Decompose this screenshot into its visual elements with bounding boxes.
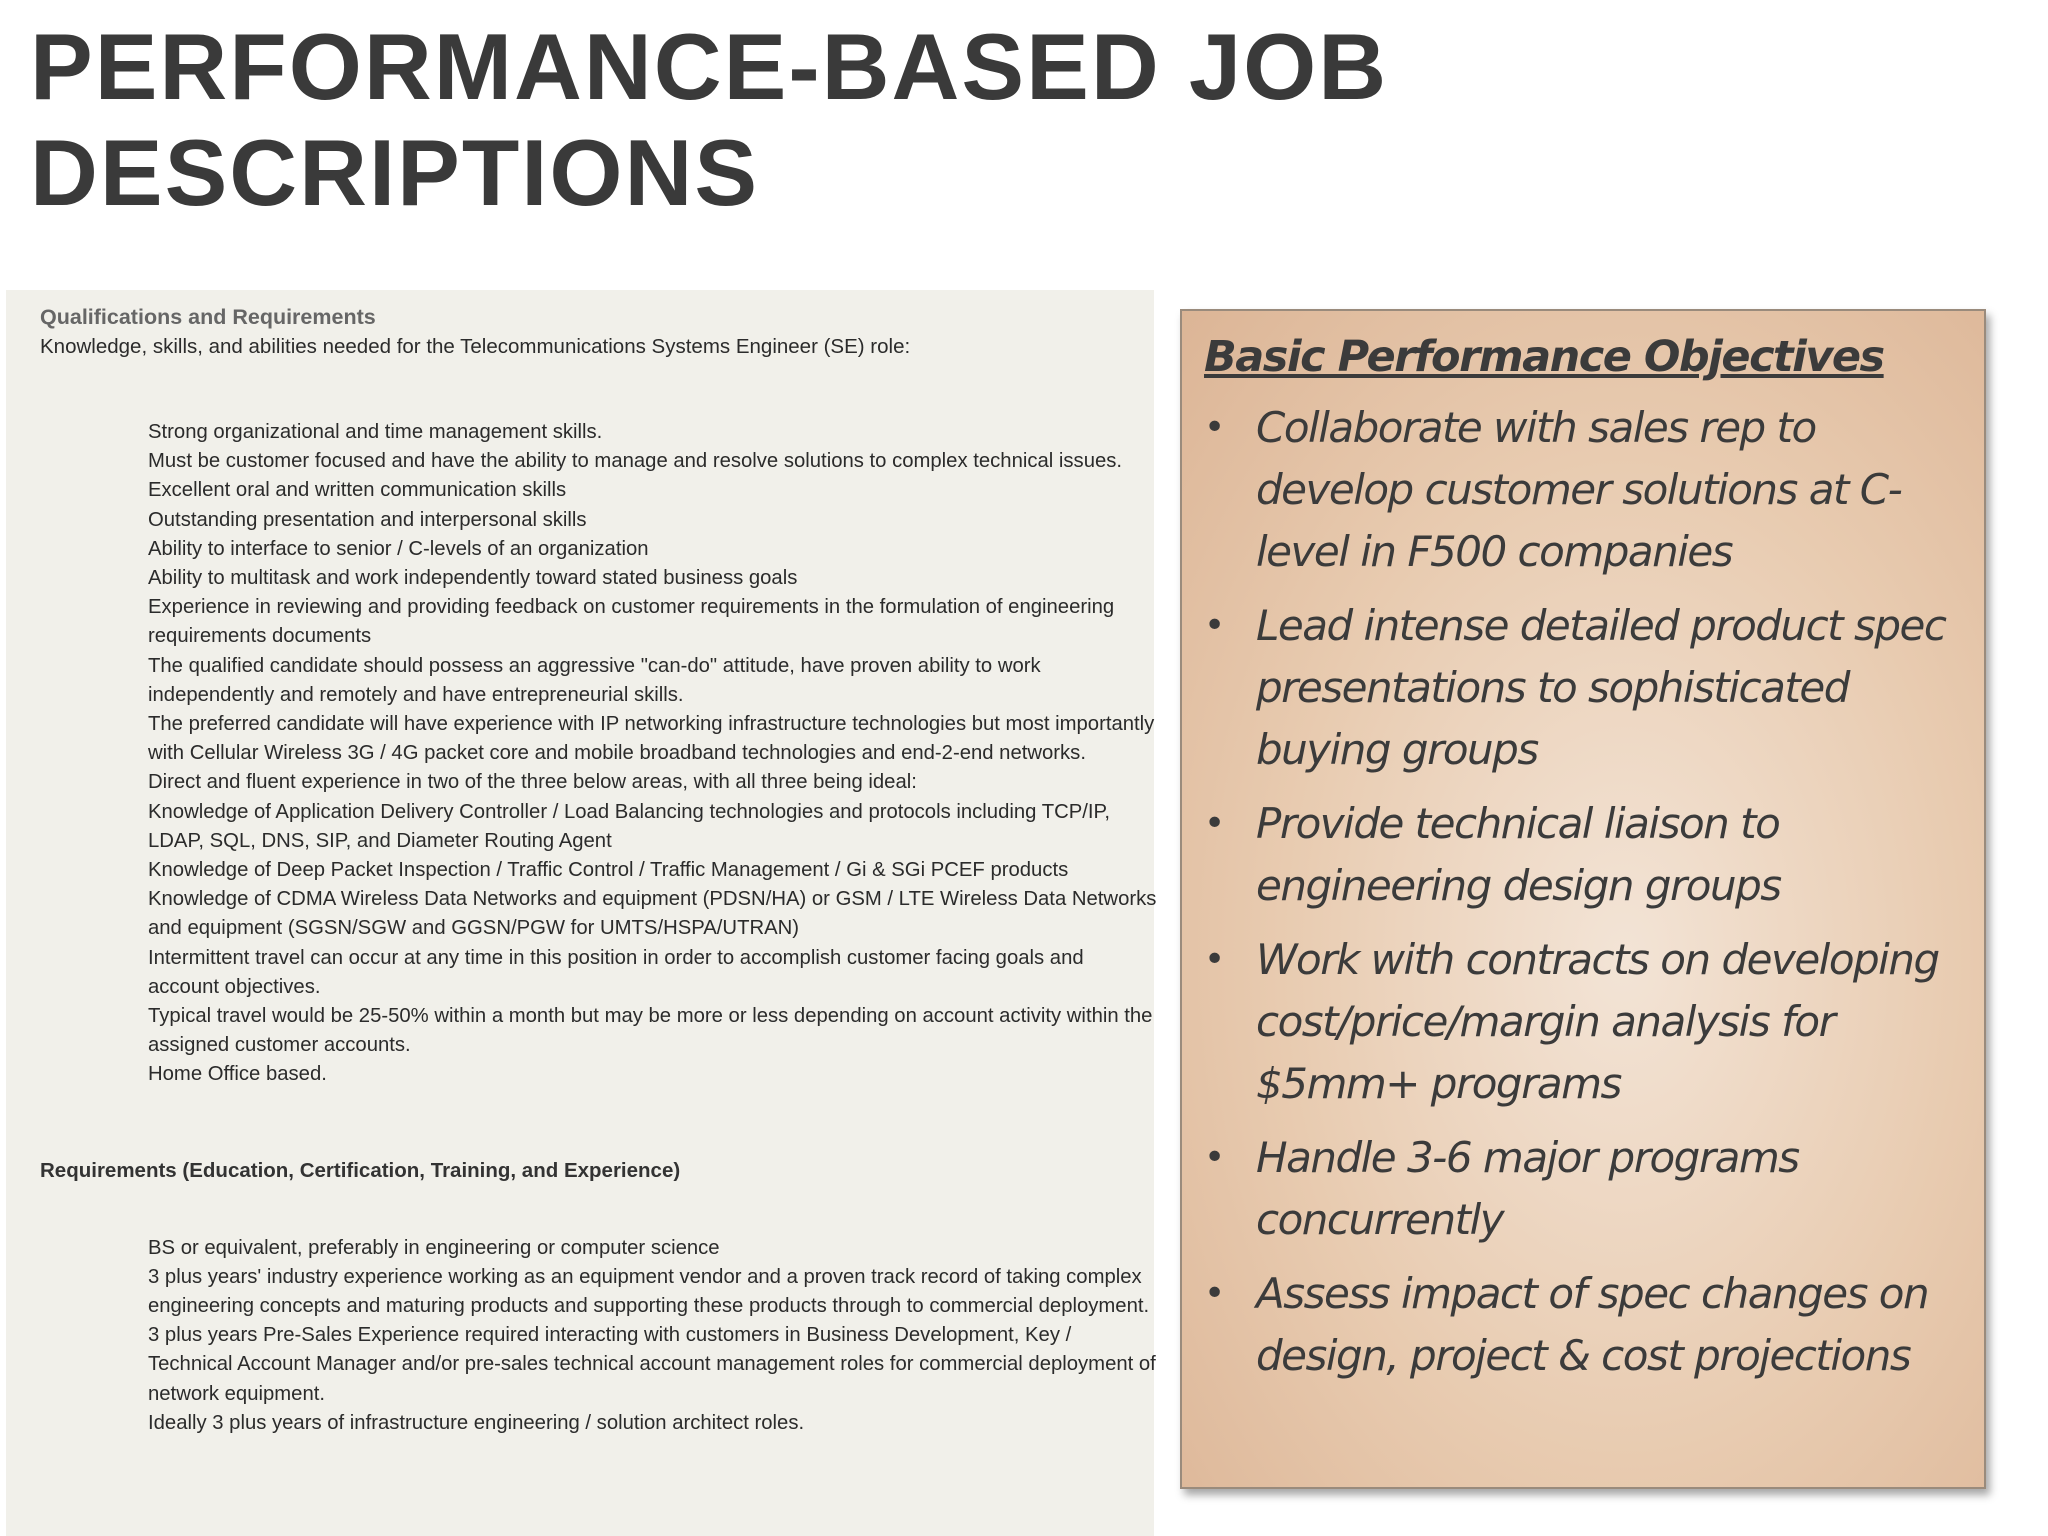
job-description-document bbox=[6, 290, 1157, 1536]
objectives-list bbox=[1204, 397, 1968, 1387]
qualification-item: Intermittent travel can occur at any time in this position in order to accomplish customer facing goals and account objectives. bbox=[148, 946, 1084, 998]
objective-item bbox=[1204, 793, 1968, 917]
qualifications-list bbox=[40, 418, 1158, 1090]
slide-title-line-1: PERFORMANCE-BASED JOB bbox=[30, 14, 1389, 119]
qualification-item: Knowledge of Application Delivery Controller / Load Balancing technologies and protocols including TCP/IP, LDAP, SQL, DNS, SIP, and Diameter Routing Agent bbox=[148, 800, 1111, 852]
objective-item bbox=[1204, 595, 1968, 781]
qualification-item: Knowledge of Deep Packet Inspection / Traffic Control / Traffic Management / Gi & SGi PCEF products bbox=[148, 859, 1069, 882]
objective-text: Collaborate with sales rep to develop customer solutions at C-level in F500 companies bbox=[1256, 403, 1902, 576]
objective-text: Assess impact of spec changes on design, project & cost projections bbox=[1256, 1269, 1929, 1380]
objective-text: Lead intense detailed product spec presentations to sophisticated buying groups bbox=[1256, 601, 1946, 774]
bullet-icon: • bbox=[1204, 803, 1226, 844]
bullet-icon: • bbox=[1204, 1273, 1226, 1314]
qualifications-heading: Qualifications and Requirements bbox=[40, 305, 376, 329]
qualification-item: Strong organizational and time management skills. bbox=[148, 421, 603, 443]
bullet-icon: • bbox=[1204, 407, 1226, 448]
objectives-title: Basic Performance Objectives bbox=[1204, 332, 1884, 382]
requirements-list bbox=[40, 1234, 1158, 1438]
requirements-heading: Requirements (Education, Certification, Training, and Experience) bbox=[40, 1158, 681, 1182]
qualification-item: Experience in reviewing and providing feedback on customer requirements in the formulation of engineering requirements documents bbox=[148, 596, 1115, 648]
performance-objectives-card bbox=[1180, 309, 1986, 1489]
objective-item bbox=[1204, 1127, 1968, 1251]
qualification-item: Knowledge of CDMA Wireless Data Networks and equipment (PDSN/HA) or GSM / LTE Wireless Data Networks and equipment (SGSN/SGW and GGSN/PGW for UMTS/HSPA/UTRAN) bbox=[148, 888, 1157, 940]
qualification-item: Outstanding presentation and interpersonal skills bbox=[148, 508, 587, 531]
qualification-item: Ability to interface to senior / C-levels of an organization bbox=[148, 537, 649, 560]
qualification-item: Excellent oral and written communication skills bbox=[148, 479, 567, 502]
qualification-item: The preferred candidate will have experience with IP networking infrastructure technologies but most importantly with Cellular Wireless 3G / 4G packet core and mobile broadband technologies and end-2-end networks. bbox=[148, 713, 1155, 765]
objective-item bbox=[1204, 1263, 1968, 1387]
qualification-item: Typical travel would be 25-50% within a month but may be more or less depending on account activity within the assigned customer accounts. bbox=[148, 1005, 1153, 1057]
bullet-icon: • bbox=[1204, 605, 1226, 646]
objective-text: Work with contracts on developing cost/price/margin analysis for $5mm+ programs bbox=[1256, 935, 1939, 1108]
qualification-item: Ability to multitask and work independently toward stated business goals bbox=[148, 567, 798, 590]
qualification-item: The qualified candidate should possess an aggressive "can-do" attitude, have proven ability to work independently and remotely and have entrepreneurial skills. bbox=[148, 654, 1041, 706]
qualification-item: Home Office based. bbox=[148, 1063, 327, 1086]
slide-title bbox=[30, 14, 1730, 226]
requirement-item: BS or equivalent, preferably in engineering or computer science bbox=[148, 1236, 720, 1259]
requirement-item: 3 plus years' industry experience working as an equipment vendor and a proven track record of taking complex engineering concepts and maturing products and supporting these products through to commercial deployment. bbox=[148, 1265, 1150, 1318]
objective-item bbox=[1204, 397, 1968, 583]
qualification-item: Direct and fluent experience in two of the three below areas, with all three being ideal: bbox=[148, 771, 917, 794]
slide-title-line-2: DESCRIPTIONS bbox=[30, 120, 760, 225]
bullet-icon: • bbox=[1204, 939, 1226, 980]
objective-item bbox=[1204, 929, 1968, 1115]
requirement-item: 3 plus years Pre-Sales Experience required interacting with customers in Business Development, Key / Technical Account Manager and/or pre-sales technical account management roles for commercial deployment of network equipment. bbox=[148, 1324, 1156, 1405]
requirement-item: Ideally 3 plus years of infrastructure engineering / solution architect roles. bbox=[148, 1411, 805, 1434]
qualification-item: Must be customer focused and have the ability to manage and resolve solutions to complex technical issues. bbox=[148, 450, 1123, 473]
bullet-icon: • bbox=[1204, 1137, 1226, 1178]
qualifications-intro: Knowledge, skills, and abilities needed for the Telecommunications Systems Engineer (SE) role: bbox=[40, 335, 911, 358]
objective-text: Provide technical liaison to engineering design groups bbox=[1256, 799, 1781, 910]
objective-text: Handle 3-6 major programs concurrently bbox=[1256, 1133, 1799, 1244]
